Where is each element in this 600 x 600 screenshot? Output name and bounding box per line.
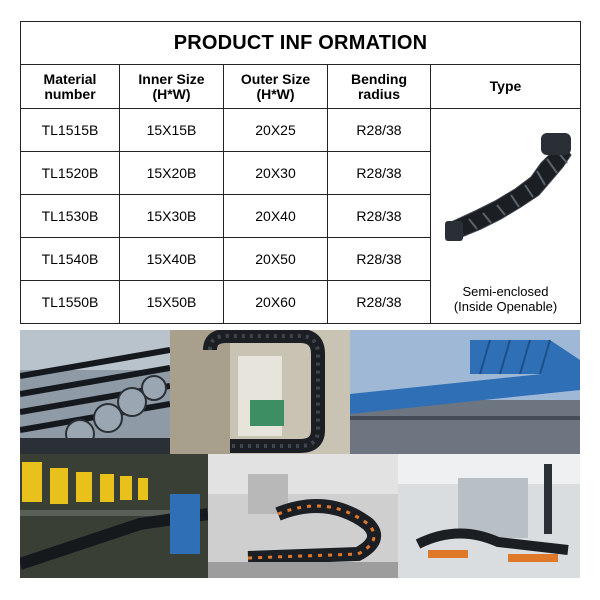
header-outer-line2: (H*W) <box>256 85 295 102</box>
header-material-line1: Material <box>43 70 97 87</box>
photo-chain-loop-machine <box>170 330 350 454</box>
drag-chain-product-image <box>435 115 577 265</box>
product-info-table <box>20 21 580 321</box>
table-title: PRODUCT INF ORMATION <box>21 22 581 65</box>
cell-material: TL1520B <box>21 152 120 195</box>
type-cell <box>431 109 581 324</box>
cell-bending-radius: R28/38 <box>328 281 431 324</box>
cell-bending-radius: R28/38 <box>328 109 431 152</box>
photo-chain-closeup <box>20 330 170 454</box>
cell-inner-size: 15X20B <box>120 152 224 195</box>
application-photo-gallery <box>20 330 580 578</box>
header-bending-line2: radius <box>357 85 400 102</box>
type-label-line2: (Inside Openable) <box>453 299 558 314</box>
cell-inner-size: 15X30B <box>120 195 224 238</box>
cell-bending-radius: R28/38 <box>328 238 431 281</box>
cell-material: TL1515B <box>21 109 120 152</box>
cell-material: TL1550B <box>21 281 120 324</box>
header-inner-size <box>120 65 224 109</box>
cell-outer-size: 20X40 <box>224 195 328 238</box>
header-inner-line2: (H*W) <box>152 85 191 102</box>
header-bending-radius <box>328 65 431 109</box>
cell-inner-size: 15X50B <box>120 281 224 324</box>
header-material <box>21 65 120 109</box>
table-row <box>21 109 581 152</box>
header-inner-line1: Inner Size <box>138 70 205 87</box>
type-label <box>431 284 580 314</box>
type-label-line1: Semi-enclosed <box>462 284 549 299</box>
cell-material: TL1530B <box>21 195 120 238</box>
header-outer-size <box>224 65 328 109</box>
header-type: Type <box>431 65 581 109</box>
header-material-line2: number <box>44 85 96 102</box>
cell-outer-size: 20X50 <box>224 238 328 281</box>
cell-outer-size: 20X60 <box>224 281 328 324</box>
header-outer-line1: Outer Size <box>240 70 311 87</box>
cell-outer-size: 20X25 <box>224 109 328 152</box>
cell-inner-size: 15X40B <box>120 238 224 281</box>
cell-outer-size: 20X30 <box>224 152 328 195</box>
cell-bending-radius: R28/38 <box>328 195 431 238</box>
photo-yellow-machinery-chains <box>20 454 208 578</box>
cell-inner-size: 15X15B <box>120 109 224 152</box>
cell-bending-radius: R28/38 <box>328 152 431 195</box>
header-bending-line1: Bending <box>351 70 407 87</box>
photo-blue-steel-structure <box>350 330 580 454</box>
photo-robot-cell-chain <box>398 454 580 578</box>
cell-material: TL1540B <box>21 238 120 281</box>
photo-chain-on-machine <box>208 454 398 578</box>
spec-table <box>20 21 581 324</box>
